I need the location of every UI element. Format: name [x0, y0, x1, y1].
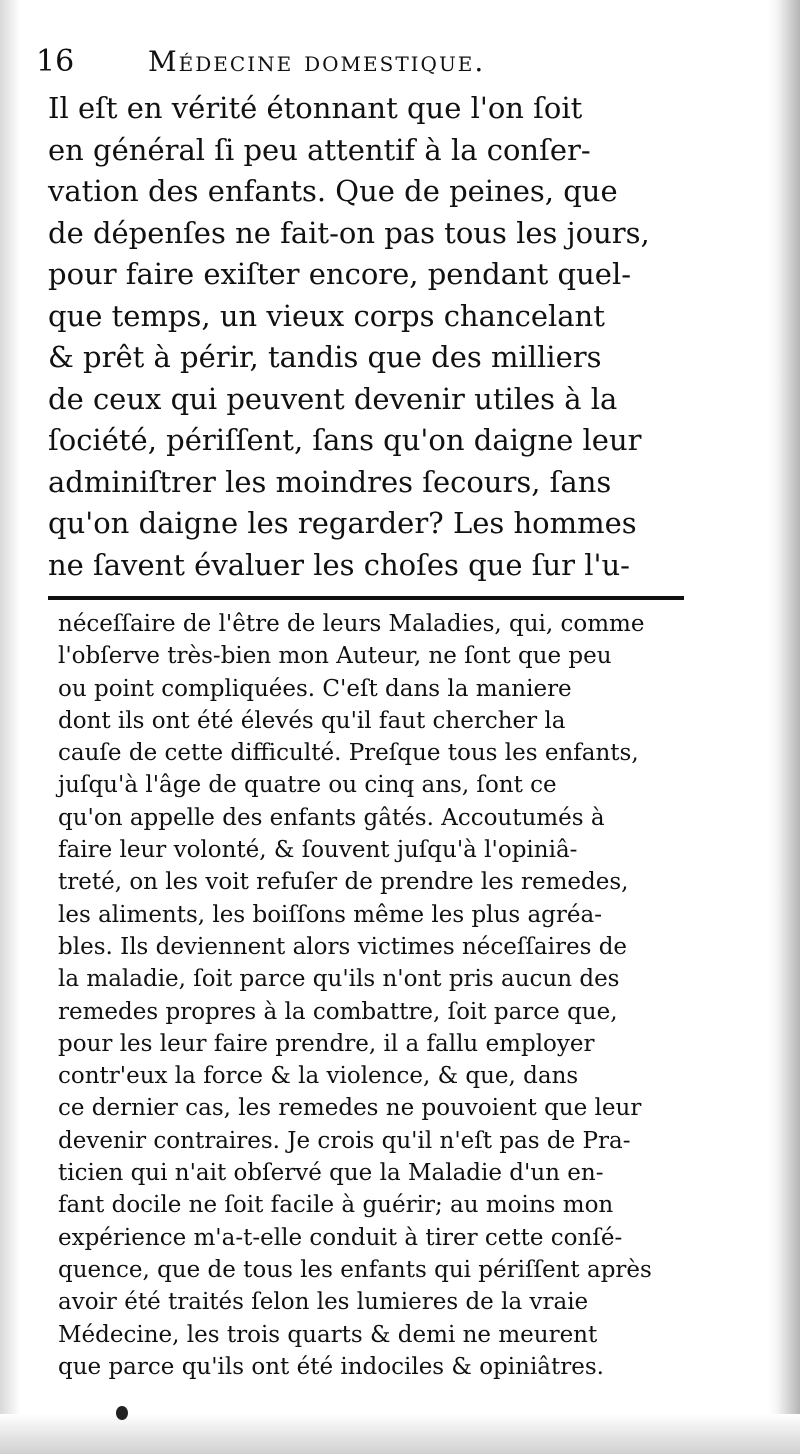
page-number: 16 — [36, 44, 75, 79]
running-title: Médecine domestique. — [148, 45, 486, 78]
footnote-line: remedes propres à la combattre, ſoit parce que, — [58, 998, 618, 1025]
footnote-line: les aliments, les boiſſons même les plus agréa- — [58, 901, 602, 928]
footnote-line: juſqu'à l'âge de quatre ou cinq ans, ſont ce — [58, 772, 557, 799]
footnote-text — [58, 608, 684, 1383]
footnote-line: Médecine, les trois quarts & demi ne meurent — [58, 1321, 598, 1348]
footnote-line: quence, que de tous les enfants qui périſſent après — [58, 1256, 652, 1283]
page-edge-left — [0, 0, 20, 1454]
text-line: adminiſtrer les moindres ſecours, ſans — [48, 464, 612, 499]
main-text — [48, 88, 680, 586]
footnote-line: ou point compliquées. C'eſt dans la maniere — [58, 675, 572, 702]
text-line: pour faire exiſter encore, pendant quel- — [48, 257, 632, 291]
footnote-line: fant docile ne ſoit facile à guérir; au moins mon — [58, 1192, 614, 1219]
text-line: de ceux qui peuvent devenir utiles à la — [48, 381, 618, 416]
text-line: qu'on daigne les regarder? Les hommes — [48, 506, 637, 540]
text-line: vation des enfants. Que de peines, que — [48, 174, 618, 208]
footnote-line: qu'on appelle des enfants gâtés. Accoutumés à — [58, 804, 605, 831]
footnote-line: pour les leur faire prendre, il a fallu employer — [58, 1030, 595, 1057]
footnote-line: ticien qui n'ait obſervé que la Maladie d'un en- — [58, 1160, 604, 1187]
footnote-line: ce dernier cas, les remedes ne pouvoient que leur — [58, 1095, 642, 1122]
footnote-line: contr'eux la force & la violence, & que, dans — [58, 1063, 579, 1090]
footnote-line: devenir contraires. Je crois qu'il n'eſt pas de Pra- — [58, 1127, 631, 1154]
footnote-line: avoir été traités ſelon les lumieres de la vraie — [58, 1289, 589, 1316]
text-line: de dépenſes ne fait-on pas tous les jours, — [48, 215, 650, 250]
footnote-line: treté, on les voit refuſer de prendre les remedes, — [58, 869, 629, 896]
footnote-line: bles. Ils deviennent alors victimes néceſſaires de — [58, 933, 628, 960]
footnote-line: faire leur volonté, & ſouvent juſqu'à l'opiniâ- — [58, 837, 578, 864]
text-line: en général ſi peu attentif à la conſer- — [48, 132, 591, 167]
text-line: ne ſavent évaluer les choſes que ſur l'u- — [48, 547, 630, 582]
text-line: & prêt à périr, tandis que des milliers — [48, 340, 602, 374]
footnote-line: néceſſaire de l'être de leurs Maladies, qui, comme — [58, 611, 645, 637]
footnote-line: cauſe de cette difficulté. Preſque tous les enfants, — [58, 740, 639, 767]
text-line: Il eſt en vérité étonnant que l'on ſoit — [48, 91, 583, 125]
text-line: que temps, un vieux corps chancelant — [48, 298, 605, 333]
page-header — [36, 42, 736, 82]
text-line: ſociété, périſſent, ſans qu'on daigne leur — [48, 423, 642, 457]
ink-smudge — [116, 1406, 128, 1420]
footnote-line: expérience m'a-t-elle conduit à tirer cette conſé- — [58, 1224, 623, 1251]
footnote-line: dont ils ont été élevés qu'il faut chercher la — [58, 707, 566, 734]
page-edge-right — [768, 0, 800, 1454]
page-edge-bottom — [0, 1414, 800, 1454]
footnote-separator-rule — [48, 596, 684, 600]
footnote-line: que parce qu'ils ont été indociles & opiniâtres. — [58, 1353, 604, 1380]
footnote-line: la maladie, ſoit parce qu'ils n'ont pris aucun des — [58, 966, 620, 993]
footnote-line: l'obſerve très-bien mon Auteur, ne ſont que peu — [58, 643, 612, 670]
